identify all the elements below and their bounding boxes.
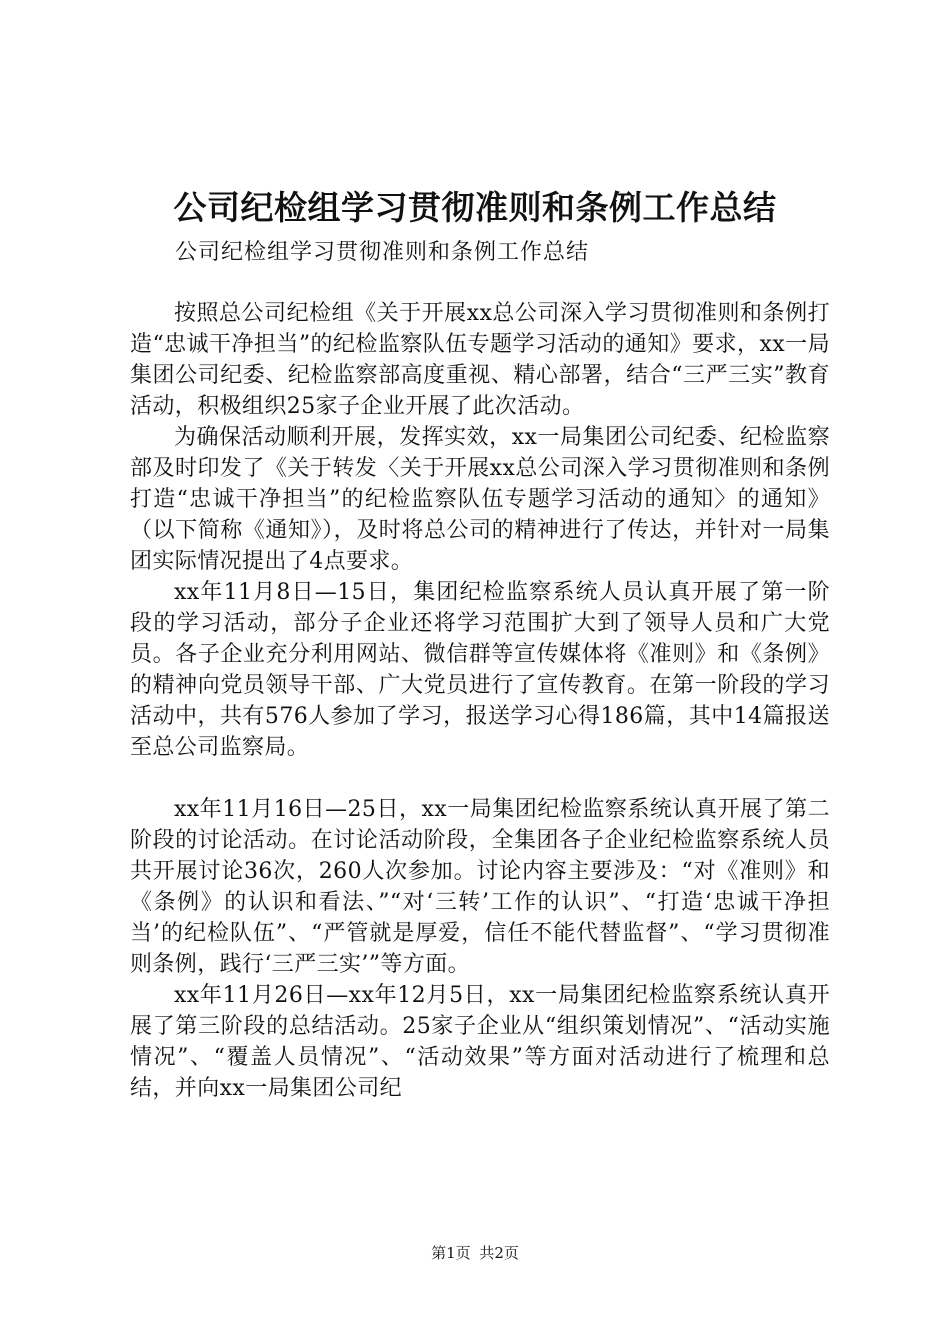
paragraph: 为确保活动顺利开展，发挥实效，xx一局集团公司纪委、纪检监察部及时印发了《关于转发〈关于开展xx总公司深入学习贯彻准则和条例打造“忠诚干净担当”的纪检监察队伍专题学习活动的通知〉的通知》（以下简称《通知》），及时将总公司的精神进行了传达，并针对一局集团实际情况提出了4点要求。 — [130, 425, 830, 574]
document-subtitle: 公司纪检组学习贯彻准则和条例工作总结 — [175, 240, 590, 265]
paragraph: 按照总公司纪检组《关于开展xx总公司深入学习贯彻准则和条例打造“忠诚干净担当”的纪检监察队伍专题学习活动的通知》要求，xx一局集团公司纪委、纪检监察部高度重视、精心部署，结合“三严三实”教育活动，积极组织25家子企业开展了此次活动。 — [130, 301, 830, 419]
paragraph: xx年11月8日—15日，集团纪检监察系统人员认真开展了第一阶段的学习活动，部分子企业还将学习范围扩大到了领导人员和广大党员。各子企业充分利用网站、微信群等宣传媒体将《准则》和《条例》的精神向党员领导干部、广大党员进行了宣传教育。在第一阶段的学习活动中，共有576人参加了学习，报送学习心得186篇，其中14篇报送至总公司监察局。 — [130, 580, 830, 760]
document-title: 公司纪检组学习贯彻准则和条例工作总结 — [173, 188, 777, 227]
page-total: 共2页 — [479, 1244, 519, 1262]
page-number: 第1页 — [431, 1244, 471, 1262]
paragraph: xx年11月16日—25日，xx一局集团纪检监察系统认真开展了第二阶段的讨论活动。在讨论活动阶段，全集团各子企业纪检监察系统人员共开展讨论36次，260人次参加。讨论内容主要涉及：“对《准则》和《条例》的认识和看法、”“对‘三转’工作的认识”、“打造‘忠诚干净担当’的纪检队伍”、“严管就是厚爱，信任不能代替监督”、“学习贯彻准则条例，践行‘三严三实’”等方面。 — [130, 797, 830, 977]
page-footer — [0, 1243, 950, 1263]
paragraph: xx年11月26日—xx年12月5日，xx一局集团纪检监察系统认真开展了第三阶段的总结活动。25家子企业从“组织策划情况”、“活动实施情况”、“覆盖人员情况”、“活动效果”等方面对活动进行了梳理和总结，并向xx一局集团公司纪 — [130, 983, 830, 1101]
document-body — [130, 298, 830, 1104]
